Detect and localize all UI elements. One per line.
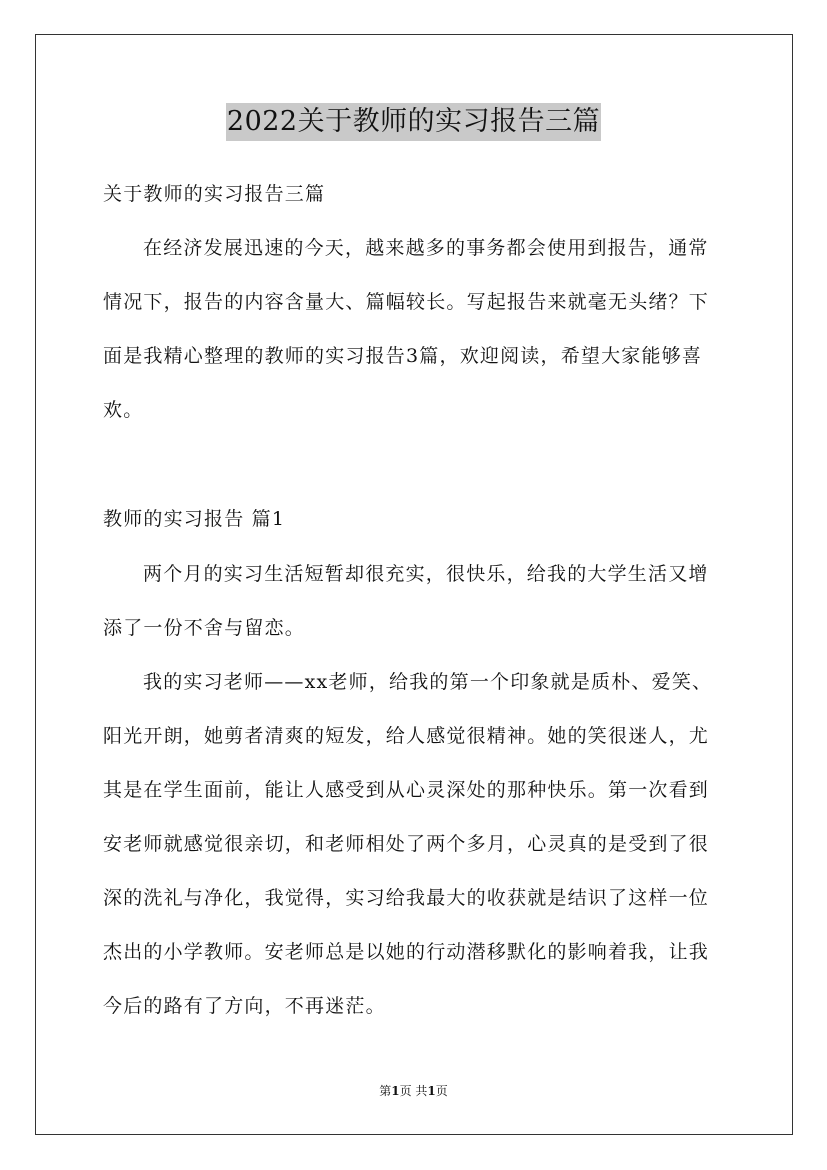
para2-line-6: 杰出的小学教师。安老师总是以她的行动潜移默化的影响着我，让我 — [103, 941, 710, 963]
document-subtitle: 关于教师的实习报告三篇 — [103, 183, 326, 205]
para1-line-1: 两个月的实习生活短暂却很充实，很快乐，给我的大学生活又增 — [143, 563, 709, 585]
para2-line-5: 深的洗礼与净化，我觉得，实习给我最大的收获就是结识了这样一位 — [103, 887, 710, 909]
section-heading: 教师的实习报告 篇1 — [103, 508, 286, 530]
page-footer — [0, 1083, 827, 1099]
para2-line-1: 我的实习老师——xx老师，给我的第一个印象就是质朴、爱笑、 — [143, 671, 713, 693]
footer-page-mid: 页 共 — [399, 1084, 428, 1098]
footer-page-suffix: 页 — [435, 1084, 448, 1098]
para2-line-7: 今后的路有了方向，不再迷茫。 — [103, 995, 386, 1017]
intro-line-2: 情况下，报告的内容含量大、篇幅较长。写起报告来就毫无头绪？下 — [103, 291, 710, 313]
title-area — [0, 103, 827, 141]
para2-line-3: 其是在学生面前，能让人感受到从心灵深处的那种快乐。第一次看到 — [103, 779, 710, 801]
para1-line-2: 添了一份不舍与留恋。 — [103, 617, 306, 639]
para2-line-4: 安老师就感觉很亲切，和老师相处了两个多月，心灵真的是受到了很 — [103, 833, 710, 855]
intro-line-1: 在经济发展迅速的今天，越来越多的事务都会使用到报告，通常 — [143, 237, 709, 259]
footer-page-prefix: 第 — [379, 1084, 392, 1098]
footer-page-current: 1 — [391, 1084, 400, 1098]
para2-line-2: 阳光开朗，她剪者清爽的短发，给人感觉很精神。她的笑很迷人，尤 — [103, 725, 710, 747]
footer-page-total: 1 — [427, 1084, 436, 1098]
document-title: 2022关于教师的实习报告三篇 — [226, 103, 601, 141]
intro-line-4: 欢。 — [103, 399, 144, 421]
intro-line-3: 面是我精心整理的教师的实习报告3篇，欢迎阅读，希望大家能够喜 — [103, 345, 703, 367]
